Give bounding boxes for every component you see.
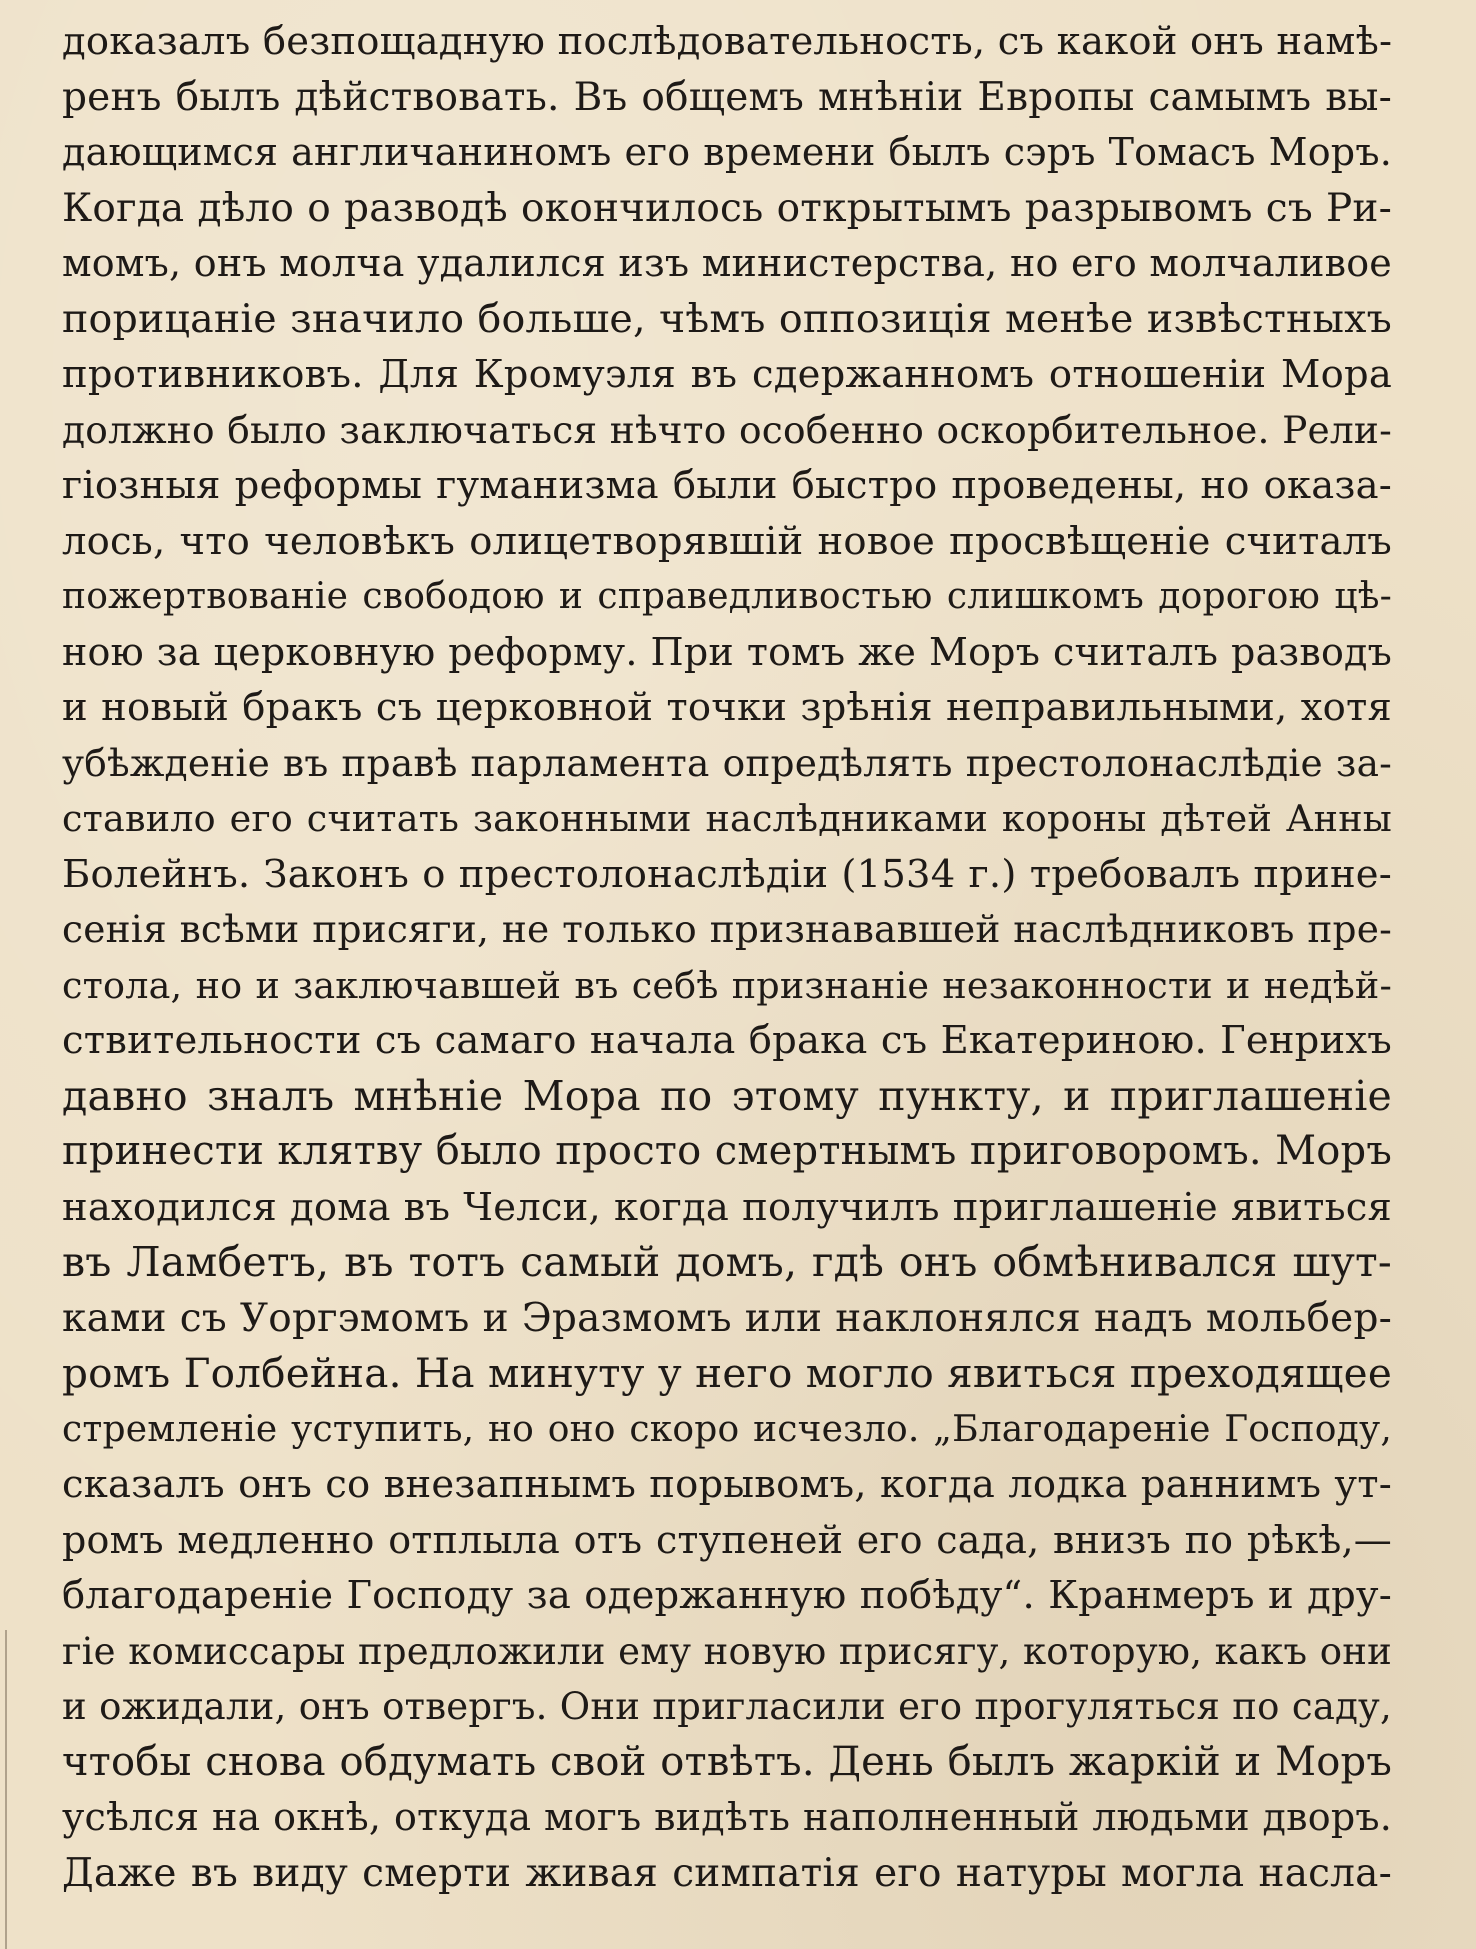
text-line: Когда дѣло о разводѣ окончилось открытымъ разрывомъ съ Ри- <box>62 185 1392 231</box>
text-line: ствительности съ самаго начала брака съ Екатериною. Генрихъ <box>62 1018 1392 1063</box>
text-line: благодареніе Господу за одержанную побѣду“. Кранмеръ и дру- <box>62 1573 1392 1618</box>
text-line: должно было заключаться нѣчто особенно оскорбительное. Рели- <box>62 407 1392 452</box>
text-line: порицаніе значило больше, чѣмъ оппозиція менѣе извѣстныхъ <box>62 295 1392 342</box>
text-line: гіе комиссары предложили ему новую присягу, которую, какъ они <box>62 1629 1392 1673</box>
text-line: давно зналъ мнѣніе Мора по этому пункту, и приглашеніе <box>62 1071 1392 1120</box>
text-line: въ Ламбетъ, въ тотъ самый домъ, гдѣ онъ обмѣнивался шут- <box>62 1238 1392 1286</box>
text-line: чтобы снова обдумать свой отвѣтъ. День былъ жаркій и Моръ <box>62 1738 1392 1785</box>
text-line: убѣжденіе въ правѣ парламента опредѣлять престолонаслѣдіе за- <box>62 740 1392 785</box>
text-line: противниковъ. Для Кромуэля въ сдержанномъ отношеніи Мора <box>62 352 1392 397</box>
text-line: стремленіе уступить, но оно скоро исчезло. „Благодареніе Господу, <box>62 1408 1392 1450</box>
text-line: дающимся англичаниномъ его времени былъ сэръ Томасъ Моръ. <box>62 130 1392 174</box>
text-line: Болейнъ. Законъ о престолонаслѣдіи (1534 г.) требовалъ прине- <box>62 851 1392 897</box>
text-line: стола, но и заключавшей въ себѣ признаніе незаконности и недѣй- <box>62 963 1392 1007</box>
text-line: ставило его считать законными наслѣдниками короны дѣтей Анны <box>62 797 1392 840</box>
text-line: момъ, онъ молча удалился изъ министерства, но его молчаливое <box>62 241 1392 285</box>
text-line: ренъ былъ дѣйствовать. Въ общемъ мнѣніи Европы самымъ вы- <box>62 74 1392 120</box>
text-line: ками съ Уоргэмомъ и Эразмомъ или наклонялся надъ мольбер- <box>62 1295 1392 1341</box>
text-line: ною за церковную реформу. При томъ же Моръ считалъ разводъ <box>62 629 1392 674</box>
text-line: сказалъ онъ со внезапнымъ порывомъ, когда лодка раннимъ ут- <box>62 1462 1392 1507</box>
text-line: усѣлся на окнѣ, откуда могъ видѣть наполненный людьми дворъ. <box>62 1795 1392 1839</box>
text-line: ромъ медленно отплыла отъ ступеней его сада, внизъ по рѣкѣ,— <box>62 1517 1392 1562</box>
text-line: и новый бракъ съ церковной точки зрѣнія неправильными, хотя <box>62 685 1392 730</box>
text-line: находился дома въ Челси, когда получилъ приглашеніе явиться <box>62 1184 1392 1230</box>
text-line: лось, что человѣкъ олицетворявшій новое просвѣщеніе считалъ <box>62 518 1392 564</box>
text-line: гіозныя реформы гуманизма были быстро проведены, но оказа- <box>62 463 1392 508</box>
text-line: и ожидали, онъ отвергъ. Они пригласили его прогуляться по саду, <box>62 1685 1392 1728</box>
text-line: сенія всѣми присяги, не только признававшей наслѣдниковъ пре- <box>62 907 1392 951</box>
text-line: принести клятву было просто смертнымъ приговоромъ. Моръ <box>62 1128 1392 1174</box>
text-line: доказалъ безпощадную послѣдовательность, съ какой онъ намѣ- <box>62 19 1393 64</box>
text-line: ромъ Голбейна. На минуту у него могло явиться преходящее <box>62 1349 1392 1397</box>
text-line: пожертвованіе свободою и справедливостью слишкомъ дорогою цѣ- <box>62 576 1392 617</box>
page-edge-shadow <box>5 1630 7 1949</box>
page-text-block <box>62 14 1392 1901</box>
text-line: Даже въ виду смерти живая симпатія его натуры могла насла- <box>62 1850 1392 1896</box>
